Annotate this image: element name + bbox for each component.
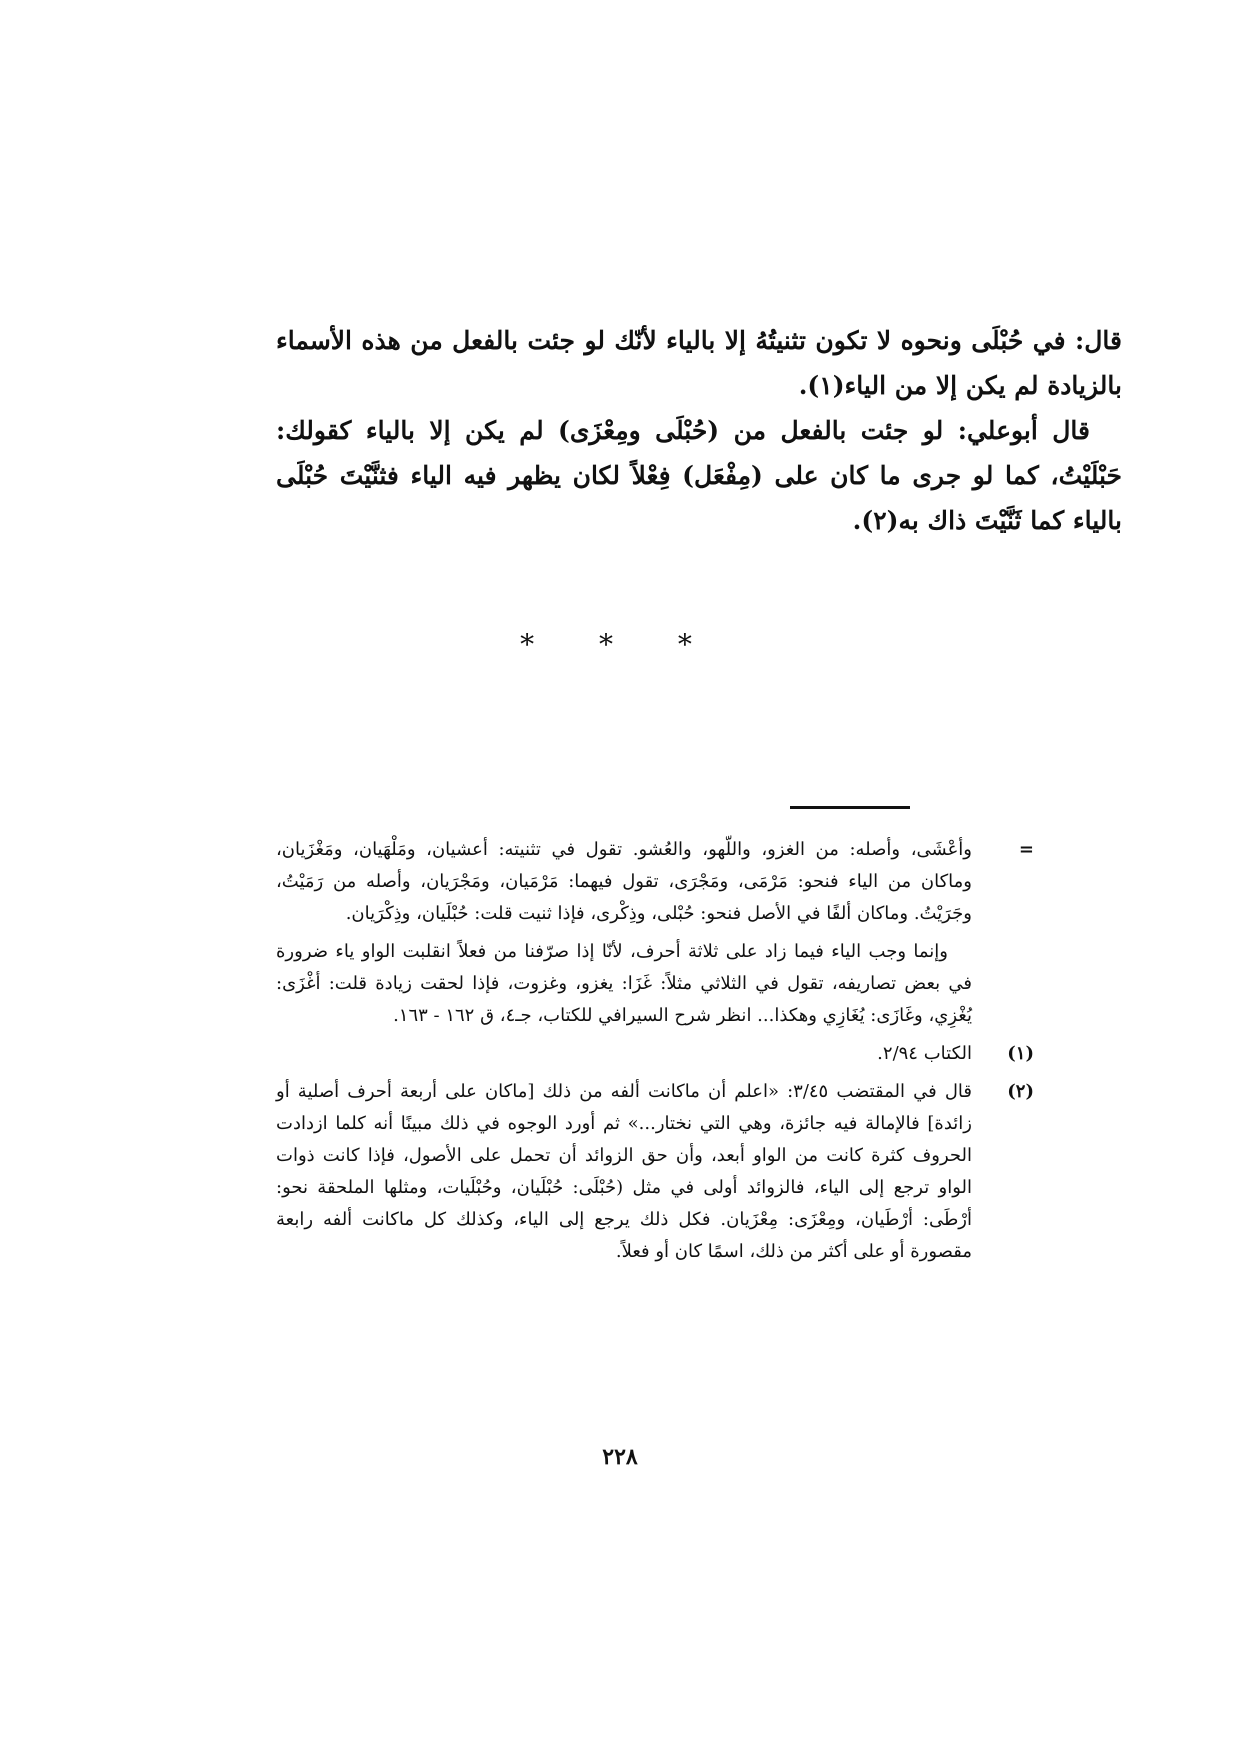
footnote-2: [276, 1076, 1034, 1268]
paragraph-1-text: في حُبْلَى ونحوه لا تكون تثنيتُهُ إلا بالياء لأنّك لو جئت بالفعل من هذه الأسماء بالزيادة لم يكن إلا من الياء(١).: [276, 326, 1122, 400]
paragraph-1-lead: قال:: [1075, 326, 1122, 355]
section-separator: * * *: [520, 628, 720, 661]
footnote-2-number: (٢): [1007, 1081, 1034, 1102]
footnotes-block: [276, 834, 1034, 1268]
main-text-block: [276, 318, 1122, 543]
continuation-text: وأعْشَى، وأصله: من الغزو، واللّهو، والعُشو. تقول في تثنيته: أعشيان، ومَلْهَيان، ومَغْزَيان، وماكان من الياء فنحو: مَرْمَى، ومَجْرَى، تقول فيهما: مَرْمَيان، ومَجْرَيان، وأصله من رَمَيْتُ، وجَرَيْتُ. وماكان ألفًا في الأصل فنحو: حُبْلى، وذِكْرى، فإذا ثنيت قلت: حُبْلَيان، وذِكْرَيان.: [276, 839, 972, 924]
paragraph-1: [276, 318, 1122, 408]
footnote-1-number: (١): [1007, 1043, 1034, 1064]
page-number: ٢٢٨: [602, 1444, 638, 1470]
continuation-marker: =: [1018, 839, 1034, 860]
paragraph-2: قال أبوعلي: لو جئت بالفعل من (حُبْلَى ومِعْزَى) لم يكن إلا بالياء كقولك: حَبْلَيْتُ، كما لو جرى ما كان على (مِفْعَل) فِعْلاً لكان يظهر فيه الياء فثنَّيْتَ حُبْلَى بالياء كما ثَنَّيْتَ ذاك به(٢).: [276, 416, 1122, 535]
footnote-1: [276, 1038, 1034, 1070]
continuation-text-2: وإنما وجب الياء فيما زاد على ثلاثة أحرف، لأنّا إذا صرّفنا من فعلاً انقلبت الواو ياء ضرورة في بعض تصاريفه، تقول في الثلاثي مثلاً: غَزَا: يغزو، وغزوت، فإذا لحقت زيادة قلت: أغْزَى: يُغْزِي، وغَازَى: يُغَازِي وهكذا... انظر شرح السيرافي للكتاب، جـ٤، ق ١٦٢ - ١٦٣.: [276, 941, 972, 1026]
footnote-rule: [790, 806, 910, 809]
footnote-continuation-2: [276, 936, 972, 1032]
footnote-continuation: [276, 834, 1034, 930]
footnote-2-text: قال في المقتضب ٣/٤٥: «اعلم أن ماكانت ألفه من ذلك [ماكان على أربعة أحرف أصلية أو زائدة] فالإمالة فيه جائزة، وهي التي نختار...» ثم أورد الوجوه في ذلك مبينًا أنه كلما ازدادت الحروف كثرة كانت من الواو أبعد، وأن حق الزوائد أن تحمل على الأصول، فإذا كانت ذوات الواو ترجع إلى الياء، فالزوائد أولى في مثل (حُبْلَى: حُبْلَيان، وحُبْلَيات، ومثلها الملحقة نحو: أرْطَى: أرْطَيان، ومِعْزَى: مِعْزَيان. فكل ذلك يرجع إلى الياء، وكذلك كل ماكانت ألفه رابعة مقصورة أو على أكثر من ذلك، اسمًا كان أو فعلاً.: [276, 1081, 973, 1262]
footnote-1-text: الكتاب ٢/٩٤.: [877, 1043, 972, 1064]
